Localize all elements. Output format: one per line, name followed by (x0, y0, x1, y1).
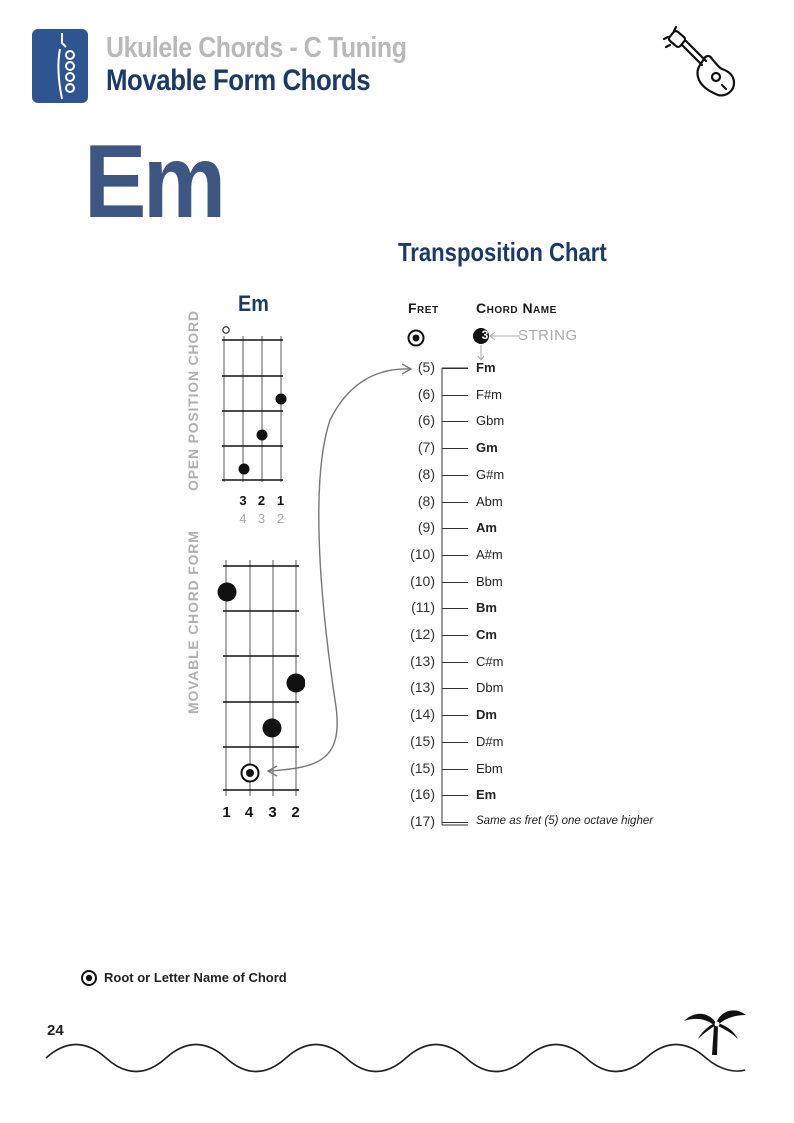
page-number: 24 (47, 1022, 64, 1039)
legend-text: Root or Letter Name of Chord (104, 970, 287, 985)
fret-number: (13) (410, 679, 435, 696)
fret-number: (13) (410, 652, 435, 669)
chord-name: Dbm (476, 680, 504, 696)
row-tick (442, 395, 468, 396)
fret-number: (10) (410, 545, 435, 562)
chord-name: Cm (476, 627, 497, 642)
fret-column-header: Fret (408, 300, 439, 316)
fret-number: (5) (417, 359, 435, 375)
finger-dot (287, 674, 306, 693)
fret-number: (8) (417, 465, 435, 482)
fret-number: (15) (410, 732, 435, 749)
wave-divider (0, 1040, 794, 1080)
chord-name: Bm (476, 600, 497, 616)
row-tick (442, 795, 468, 796)
fret-number: (10) (410, 572, 435, 589)
row-tick (442, 528, 468, 529)
row-tick (442, 421, 468, 422)
open-string-numbers: 4 3 2 (239, 511, 285, 526)
ukulele-icon (660, 25, 742, 110)
row-tick (442, 822, 468, 823)
chord-name: A#m (476, 546, 503, 562)
finger-dot (239, 464, 250, 475)
fret-number: (15) (410, 759, 435, 776)
movable-form-label: MOVABLE CHORD FORM (185, 530, 201, 714)
row-tick (442, 555, 468, 556)
row-tick (442, 502, 468, 503)
chord-name: Am (476, 520, 497, 536)
string-label: STRING (518, 327, 578, 344)
chord-diagram-title: Em (238, 291, 269, 316)
open-position-label: OPEN POSITION CHORD (185, 310, 201, 491)
fret-number: (11) (411, 599, 435, 616)
chord-big-name: Em (84, 124, 223, 240)
header-title: Ukulele Chords - C Tuning (106, 32, 407, 64)
row-tick (442, 608, 468, 609)
chord-name: Ebm (476, 760, 503, 776)
chord-name: G#m (476, 466, 505, 482)
movable-chord-diagram (215, 558, 305, 798)
chord-name: Abm (476, 493, 503, 509)
fret-number: (6) (417, 412, 435, 429)
row-tick (442, 448, 468, 449)
finger-dot (218, 583, 237, 602)
row-tick (442, 688, 468, 689)
fret-number: (17) (410, 812, 435, 829)
ukulele-logo-icon (32, 29, 88, 103)
row-tick (442, 635, 468, 636)
fret-number: (6) (417, 385, 435, 402)
chord-name: Em (476, 787, 497, 803)
open-finger-numbers: 3 2 1 (239, 493, 285, 508)
open-chord-diagram (215, 322, 295, 487)
root-marker-icon (406, 328, 426, 348)
chord-column-header: Chord Name (476, 300, 557, 316)
fret-number: (14) (410, 706, 435, 723)
fret-number: (16) (410, 786, 435, 803)
row-tick (442, 742, 468, 743)
row-tick (442, 475, 468, 476)
chart-bracket (438, 360, 478, 835)
finger-dot (263, 719, 282, 738)
chord-name: Fm (476, 360, 496, 375)
movable-finger-numbers: 1 4 3 2 (222, 804, 300, 821)
finger-dot (257, 430, 268, 441)
chord-name: Bbm (476, 573, 503, 589)
chord-name: Gbm (476, 413, 505, 429)
chord-name: C#m (476, 653, 504, 669)
header-subtitle: Movable Form Chords (106, 64, 371, 97)
row-tick (442, 368, 468, 369)
palm-tree-icon (680, 1005, 750, 1057)
row-tick (442, 769, 468, 770)
row-tick (442, 662, 468, 663)
finger-dot (276, 394, 287, 405)
chord-name: F#m (476, 386, 502, 402)
root-marker-icon (242, 765, 259, 782)
chord-name: Dm (476, 707, 497, 723)
chart-note: Same as fret (5) one octave higher (476, 814, 654, 827)
chord-name: Gm (476, 440, 498, 456)
fret-number: (7) (417, 439, 435, 456)
fret-number: (12) (410, 626, 435, 642)
fret-number: (8) (417, 492, 435, 509)
transposition-chart-title: Transposition Chart (398, 237, 607, 267)
string-number: 3 (481, 328, 489, 342)
row-tick (442, 582, 468, 583)
chord-name: D#m (476, 733, 504, 749)
fret-number: (9) (417, 519, 435, 536)
row-tick (442, 715, 468, 716)
legend-root-icon (80, 969, 98, 987)
